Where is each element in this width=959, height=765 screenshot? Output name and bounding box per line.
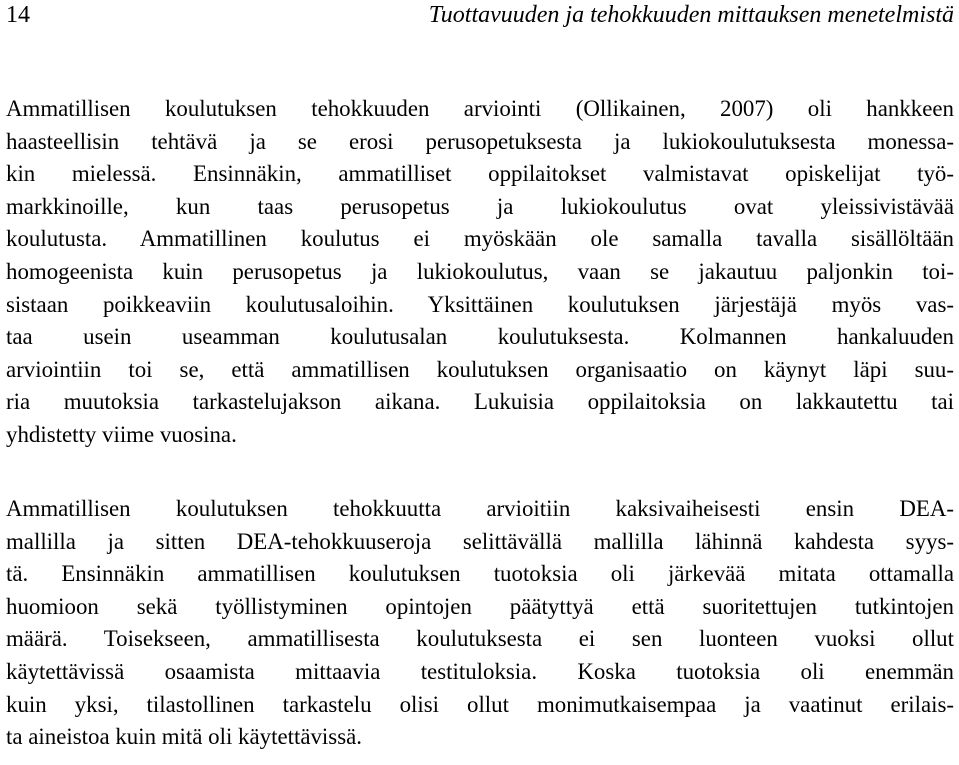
text-line: tä. Ensinnäkin ammatillisen koulutuksen tuotoksia oli järkevää mitata ottamalla [6,561,954,587]
text-line: Ammatillisen koulutuksen tehokkuuden arviointi (Ollikainen, 2007) oli hankkeen [6,96,954,121]
text-line: käytettävissä osaamista mittaavia testituloksia. Koska tuotoksia oli enemmän [6,658,954,684]
text-line: määrä. Toisekseen, ammatillisesta koulutuksesta ei sen luonteen vuoksi ollut [6,626,954,652]
text-line: sistaan poikkeaviin koulutusaloihin. Yksittäinen koulutuksen järjestäjä myös vas- [6,291,954,317]
paragraph-2 [6,493,954,754]
text-line: kin mielessä. Ensinnäkin, ammatilliset oppilaitokset valmistavat opiskelijat työ- [6,161,954,187]
text-line: arviointiin toi se, että ammatillisen koulutuksen organisaatio on käynyt läpi suu- [6,356,954,382]
text-line: koulutusta. Ammatillinen koulutus ei myöskään ole samalla tavalla sisällöltään [6,226,954,252]
text-line: kuin yksi, tilastollinen tarkastelu olisi ollut monimutkaisempaa ja vaatinut erilais- [6,691,954,717]
text-line: huomioon sekä työllistyminen opintojen päätyttyä että suoritettujen tutkintojen [6,593,954,619]
text-line: taa usein useamman koulutusalan koulutuksesta. Kolmannen hankaluuden [6,324,954,350]
text-line: homogeenista kuin perusopetus ja lukiokoulutus, vaan se jakautuu paljonkin toi- [6,258,954,284]
text-line: ria muutoksia tarkastelujakson aikana. Lukuisia oppilaitoksia on lakkautettu tai [6,389,954,415]
text-line: mallilla ja sitten DEA-tehokkuuseroja selittävällä mallilla lähinnä kahdesta syys- [6,528,954,554]
text-line: ta aineistoa kuin mitä oli käytettävissä. [6,724,362,750]
document-page [6,0,954,750]
page-header [6,0,954,36]
running-title: Tuottavuuden ja tehokkuuden mittauksen menetelmistä [428,2,954,28]
page-number: 14 [6,2,30,28]
text-line: markkinoille, kun taas perusopetus ja lukiokoulutus ovat yleissivistävää [6,193,954,219]
text-line: yhdistetty viime vuosina. [6,421,237,447]
text-line: Ammatillisen koulutuksen tehokkuutta arvioitiin kaksivaiheisesti ensin DEA- [6,496,954,521]
text-line: haasteellisin tehtävä ja se erosi perusopetuksesta ja lukiokoulutuksesta monessa- [6,128,954,154]
paragraph-1 [6,93,954,452]
